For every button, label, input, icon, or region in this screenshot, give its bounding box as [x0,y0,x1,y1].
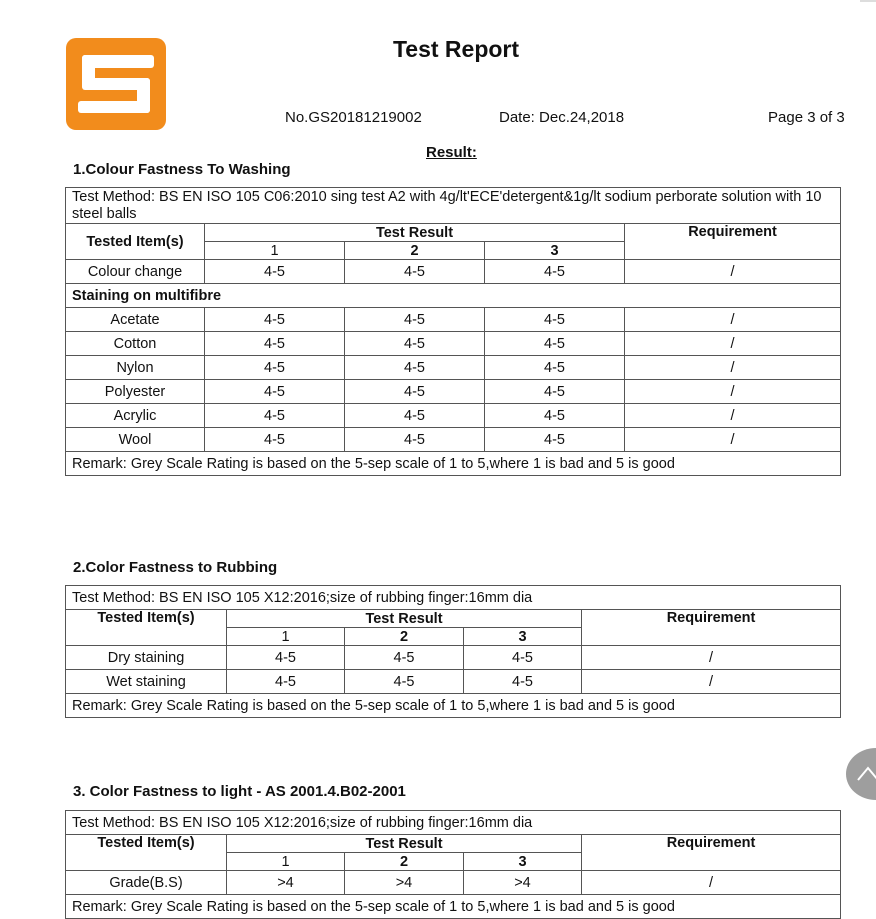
top-edge-line [860,0,876,2]
result-3: 4-5 [485,332,625,356]
sub-col-1: 1 [227,628,345,646]
report-number: No.GS20181219002 [285,109,422,126]
sub-col-1: 1 [205,242,345,260]
test-method: Test Method: BS EN ISO 105 C06:2010 sing test A2 with 4g/lt'ECE'detergent&1g/lt sodium perborate solution with 10 steel balls [66,188,841,224]
result-1: 4-5 [227,670,345,694]
result-2: 4-5 [345,308,485,332]
result-2: 4-5 [345,646,464,670]
result-2: 4-5 [345,428,485,452]
sub-col-1: 1 [227,853,345,871]
result-1: >4 [227,871,345,895]
result-3: 4-5 [464,670,582,694]
result-2: 4-5 [345,260,485,284]
col-test-result: Test Result [205,224,625,242]
table-row [66,380,841,404]
rubbing-rows [66,646,841,694]
result-3: 4-5 [485,404,625,428]
item-name: Wool [66,428,205,452]
table-row [66,260,841,284]
item-name: Wet staining [66,670,227,694]
test-method: Test Method: BS EN ISO 105 X12:2016;size of rubbing finger:16mm dia [66,586,841,610]
result-2: 4-5 [345,404,485,428]
chevron-up-icon [846,748,876,800]
result-1: 4-5 [205,380,345,404]
sub-col-3: 3 [464,853,582,871]
section1-title: 1.Colour Fastness To Washing [73,161,291,178]
col-test-result: Test Result [227,610,582,628]
section3-title: 3. Color Fastness to light - AS 2001.4.B02-2001 [73,783,406,800]
item-name: Grade(B.S) [66,871,227,895]
requirement: / [625,260,841,284]
staining-label: Staining on multifibre [66,284,841,308]
result-3: 4-5 [485,356,625,380]
item-name: Cotton [66,332,205,356]
result-2: 4-5 [345,332,485,356]
result-3: 4-5 [485,428,625,452]
section2-title: 2.Color Fastness to Rubbing [73,559,278,576]
sub-col-3: 3 [464,628,582,646]
staining-rows [66,308,841,452]
light-rows [66,871,841,895]
test-method: Test Method: BS EN ISO 105 X12:2016;size of rubbing finger:16mm dia [66,811,841,835]
item-name: Colour change [66,260,205,284]
result-heading: Result: [426,144,477,161]
requirement: / [582,871,841,895]
result-3: 4-5 [464,646,582,670]
col-requirement: Requirement [625,224,841,260]
result-1: 4-5 [205,308,345,332]
table-row [66,356,841,380]
item-name: Polyester [66,380,205,404]
result-1: 4-5 [205,260,345,284]
col-tested-item: Tested Item(s) [66,224,205,260]
sub-col-2: 2 [345,242,485,260]
result-2: 4-5 [345,380,485,404]
requirement: / [625,428,841,452]
item-name: Dry staining [66,646,227,670]
result-1: 4-5 [205,332,345,356]
col-requirement: Requirement [582,610,841,646]
scroll-to-top-button[interactable] [846,748,876,800]
table-row [66,646,841,670]
requirement: / [582,646,841,670]
table-row [66,404,841,428]
result-1: 4-5 [205,428,345,452]
result-3: 4-5 [485,260,625,284]
result-3: 4-5 [485,380,625,404]
col-tested-item: Tested Item(s) [66,610,227,646]
result-1: 4-5 [205,404,345,428]
washing-table [65,187,841,476]
result-1: 4-5 [205,356,345,380]
sub-col-3: 3 [485,242,625,260]
result-2: 4-5 [345,670,464,694]
table-row [66,308,841,332]
remark: Remark: Grey Scale Rating is based on the 5-sep scale of 1 to 5,where 1 is bad and 5 is good [66,895,841,919]
result-3: >4 [464,871,582,895]
table-row [66,332,841,356]
rubbing-table [65,585,841,718]
remark: Remark: Grey Scale Rating is based on the 5-sep scale of 1 to 5,where 1 is bad and 5 is good [66,452,841,476]
result-2: >4 [345,871,464,895]
requirement: / [625,404,841,428]
report-date: Date: Dec.24,2018 [499,109,625,126]
col-test-result: Test Result [227,835,582,853]
item-name: Nylon [66,356,205,380]
requirement: / [625,380,841,404]
col-requirement: Requirement [582,835,841,871]
item-name: Acrylic [66,404,205,428]
requirement: / [625,308,841,332]
report-title: Test Report [392,36,520,62]
result-2: 4-5 [345,356,485,380]
light-table [65,810,841,919]
remark: Remark: Grey Scale Rating is based on the 5-sep scale of 1 to 5,where 1 is bad and 5 is good [66,694,841,718]
sub-col-2: 2 [345,628,464,646]
table-row [66,428,841,452]
sub-col-2: 2 [345,853,464,871]
item-name: Acetate [66,308,205,332]
result-1: 4-5 [227,646,345,670]
table-row [66,871,841,895]
result-3: 4-5 [485,308,625,332]
page-number: Page 3 of 3 [768,109,845,126]
col-tested-item: Tested Item(s) [66,835,227,871]
requirement: / [582,670,841,694]
table-row [66,670,841,694]
requirement: / [625,332,841,356]
requirement: / [625,356,841,380]
